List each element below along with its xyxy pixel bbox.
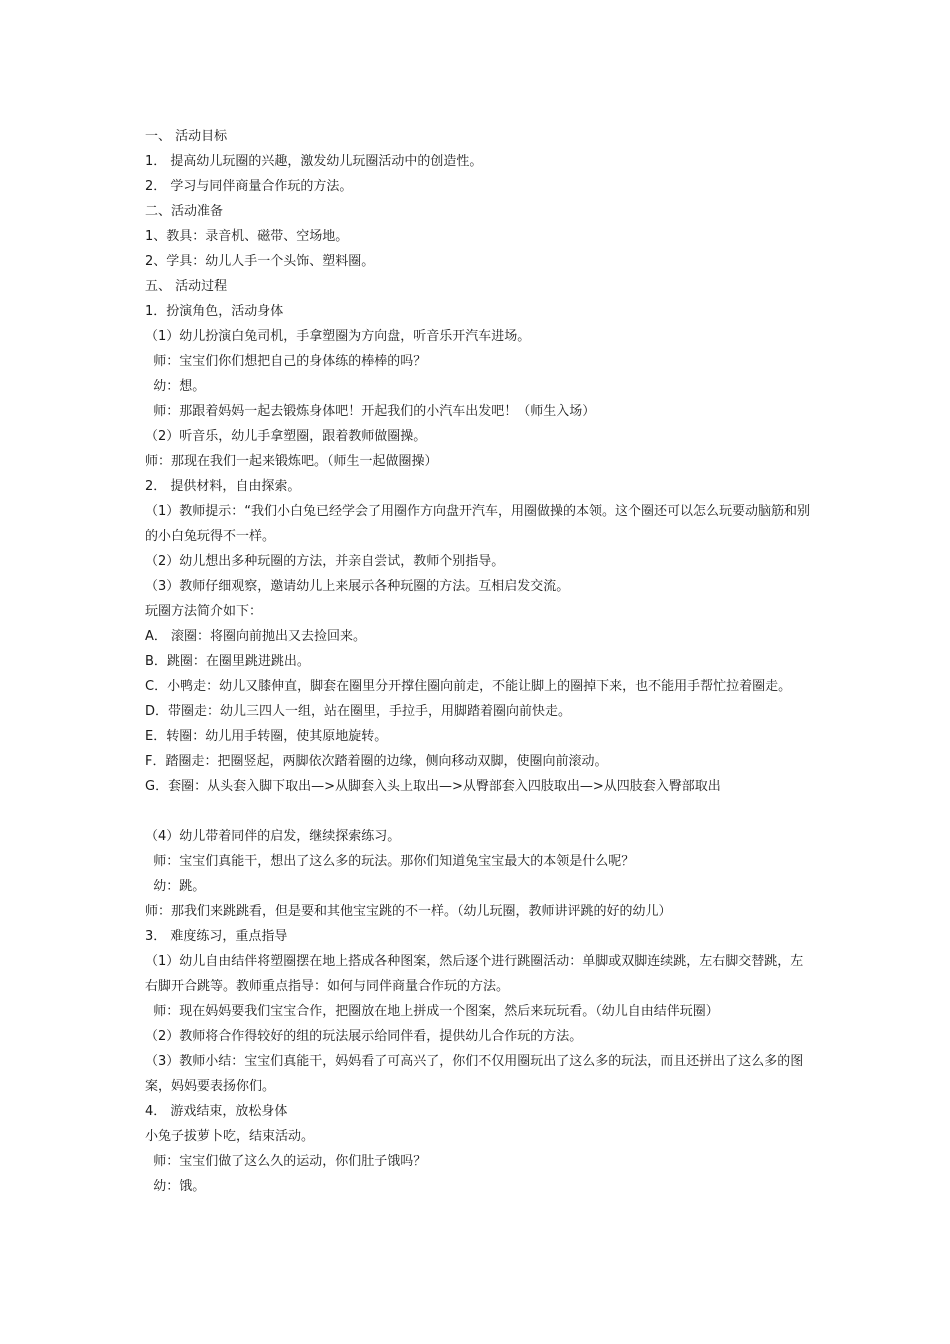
paragraph: 1、教具：录音机、磁带、空场地。 (145, 229, 349, 244)
paragraph: 2． 学习与同伴商量合作玩的方法。 (145, 179, 353, 194)
dialogue-line: 幼：饿。 (145, 1179, 206, 1194)
dialogue-line: 师：那我们来跳跳看，但是要和其他宝宝跳的不一样。（幼儿玩圈，教师讲评跳的好的幼儿） (145, 904, 672, 919)
paragraph: （1）幼儿自由结伴将塑圈摆在地上搭成各种图案，然后逐个进行跳圈活动：单脚或双脚连续跳，左右脚交替跳，左右脚开合跳等。教师重点指导：如何与同伴商量合作玩的方法。 (145, 954, 804, 994)
paragraph: 1．扮演角色，活动身体 (145, 304, 284, 319)
list-item: G．套圈：从头套入脚下取出—>从脚套入头上取出—>从臀部套入四肢取出—>从四肢套入臀部取出 (145, 779, 721, 794)
heading-objectives: 一、 活动目标 (145, 129, 228, 144)
list-item: C．小鸭走：幼儿又膝伸直，脚套在圈里分开撑住圈向前走，不能让脚上的圈掉下来，也不能用手帮忙拉着圈走。 (145, 679, 792, 694)
list-item: E．转圈：幼儿用手转圈，使其原地旋转。 (145, 729, 388, 744)
heading-preparation: 二、活动准备 (145, 204, 224, 219)
heading-process: 五、 活动过程 (145, 279, 228, 294)
document-body (145, 124, 810, 1199)
dialogue-line: 师：那跟着妈妈一起去锻炼身体吧！开起我们的小汽车出发吧！（师生入场） (145, 404, 596, 419)
paragraph: （2）幼儿想出多种玩圈的方法，并亲自尝试，教师个别指导。 (145, 554, 505, 569)
dialogue-line: 师：宝宝们真能干，想出了这么多的玩法。那你们知道兔宝宝最大的本领是什么呢？ (145, 854, 635, 869)
paragraph: 小兔子拔萝卜吃，结束活动。 (145, 1129, 315, 1144)
paragraph: （1）教师提示：“我们小白兔已经学会了用圈作方向盘开汽车，用圈做操的本领。这个圈还可以怎么玩要动脑筋和别的小白兔玩得不一样。 (145, 504, 811, 544)
dialogue-line: 幼：跳。 (145, 879, 206, 894)
list-item: F．踏圈走：把圈竖起，两脚依次踏着圈的边缘，侧向移动双脚，使圈向前滚动。 (145, 754, 608, 769)
paragraph: （2）教师将合作得较好的组的玩法展示给同伴看，提供幼儿合作玩的方法。 (145, 1029, 583, 1044)
paragraph: （2）听音乐，幼儿手拿塑圈，跟着教师做圈操。 (145, 429, 427, 444)
blank-line (145, 799, 810, 824)
paragraph: （4）幼儿带着同伴的启发，继续探索练习。 (145, 829, 401, 844)
list-item: D．带圈走：幼儿三四人一组，站在圈里，手拉手，用脚踏着圈向前快走。 (145, 704, 572, 719)
paragraph: （3）教师仔细观察，邀请幼儿上来展示各种玩圈的方法。互相启发交流。 (145, 579, 570, 594)
dialogue-line: 师：现在妈妈要我们宝宝合作，把圈放在地上拼成一个图案，然后来玩玩看。（幼儿自由结伴玩圈） (145, 1004, 719, 1019)
paragraph: 1． 提高幼儿玩圈的兴趣，激发幼儿玩圈活动中的创造性。 (145, 154, 483, 169)
paragraph: 4． 游戏结束，放松身体 (145, 1104, 288, 1119)
paragraph: 2、学具：幼儿人手一个头饰、塑料圈。 (145, 254, 375, 269)
dialogue-line: 师：宝宝们你们想把自己的身体练的棒棒的吗？ (145, 354, 427, 369)
list-item: B．跳圈：在圈里跳进跳出。 (145, 654, 310, 669)
paragraph: 2． 提供材料，自由探索。 (145, 479, 301, 494)
dialogue-line: 幼：想。 (145, 379, 206, 394)
paragraph: 3． 难度练习，重点指导 (145, 929, 288, 944)
dialogue-line: 师：那现在我们一起来锻炼吧。（师生一起做圈操） (145, 454, 438, 469)
paragraph: （3）教师小结：宝宝们真能干，妈妈看了可高兴了，你们不仅用圈玩出了这么多的玩法，而且还拼出了这么多的图案，妈妈要表扬你们。 (145, 1054, 804, 1094)
paragraph: 玩圈方法简介如下： (145, 604, 263, 619)
paragraph: （1）幼儿扮演白兔司机，手拿塑圈为方向盘，听音乐开汽车进场。 (145, 329, 531, 344)
list-item: A． 滚圈：将圈向前抛出又去捡回来。 (145, 629, 367, 644)
dialogue-line: 师：宝宝们做了这么久的运动，你们肚子饿吗？ (145, 1154, 427, 1169)
